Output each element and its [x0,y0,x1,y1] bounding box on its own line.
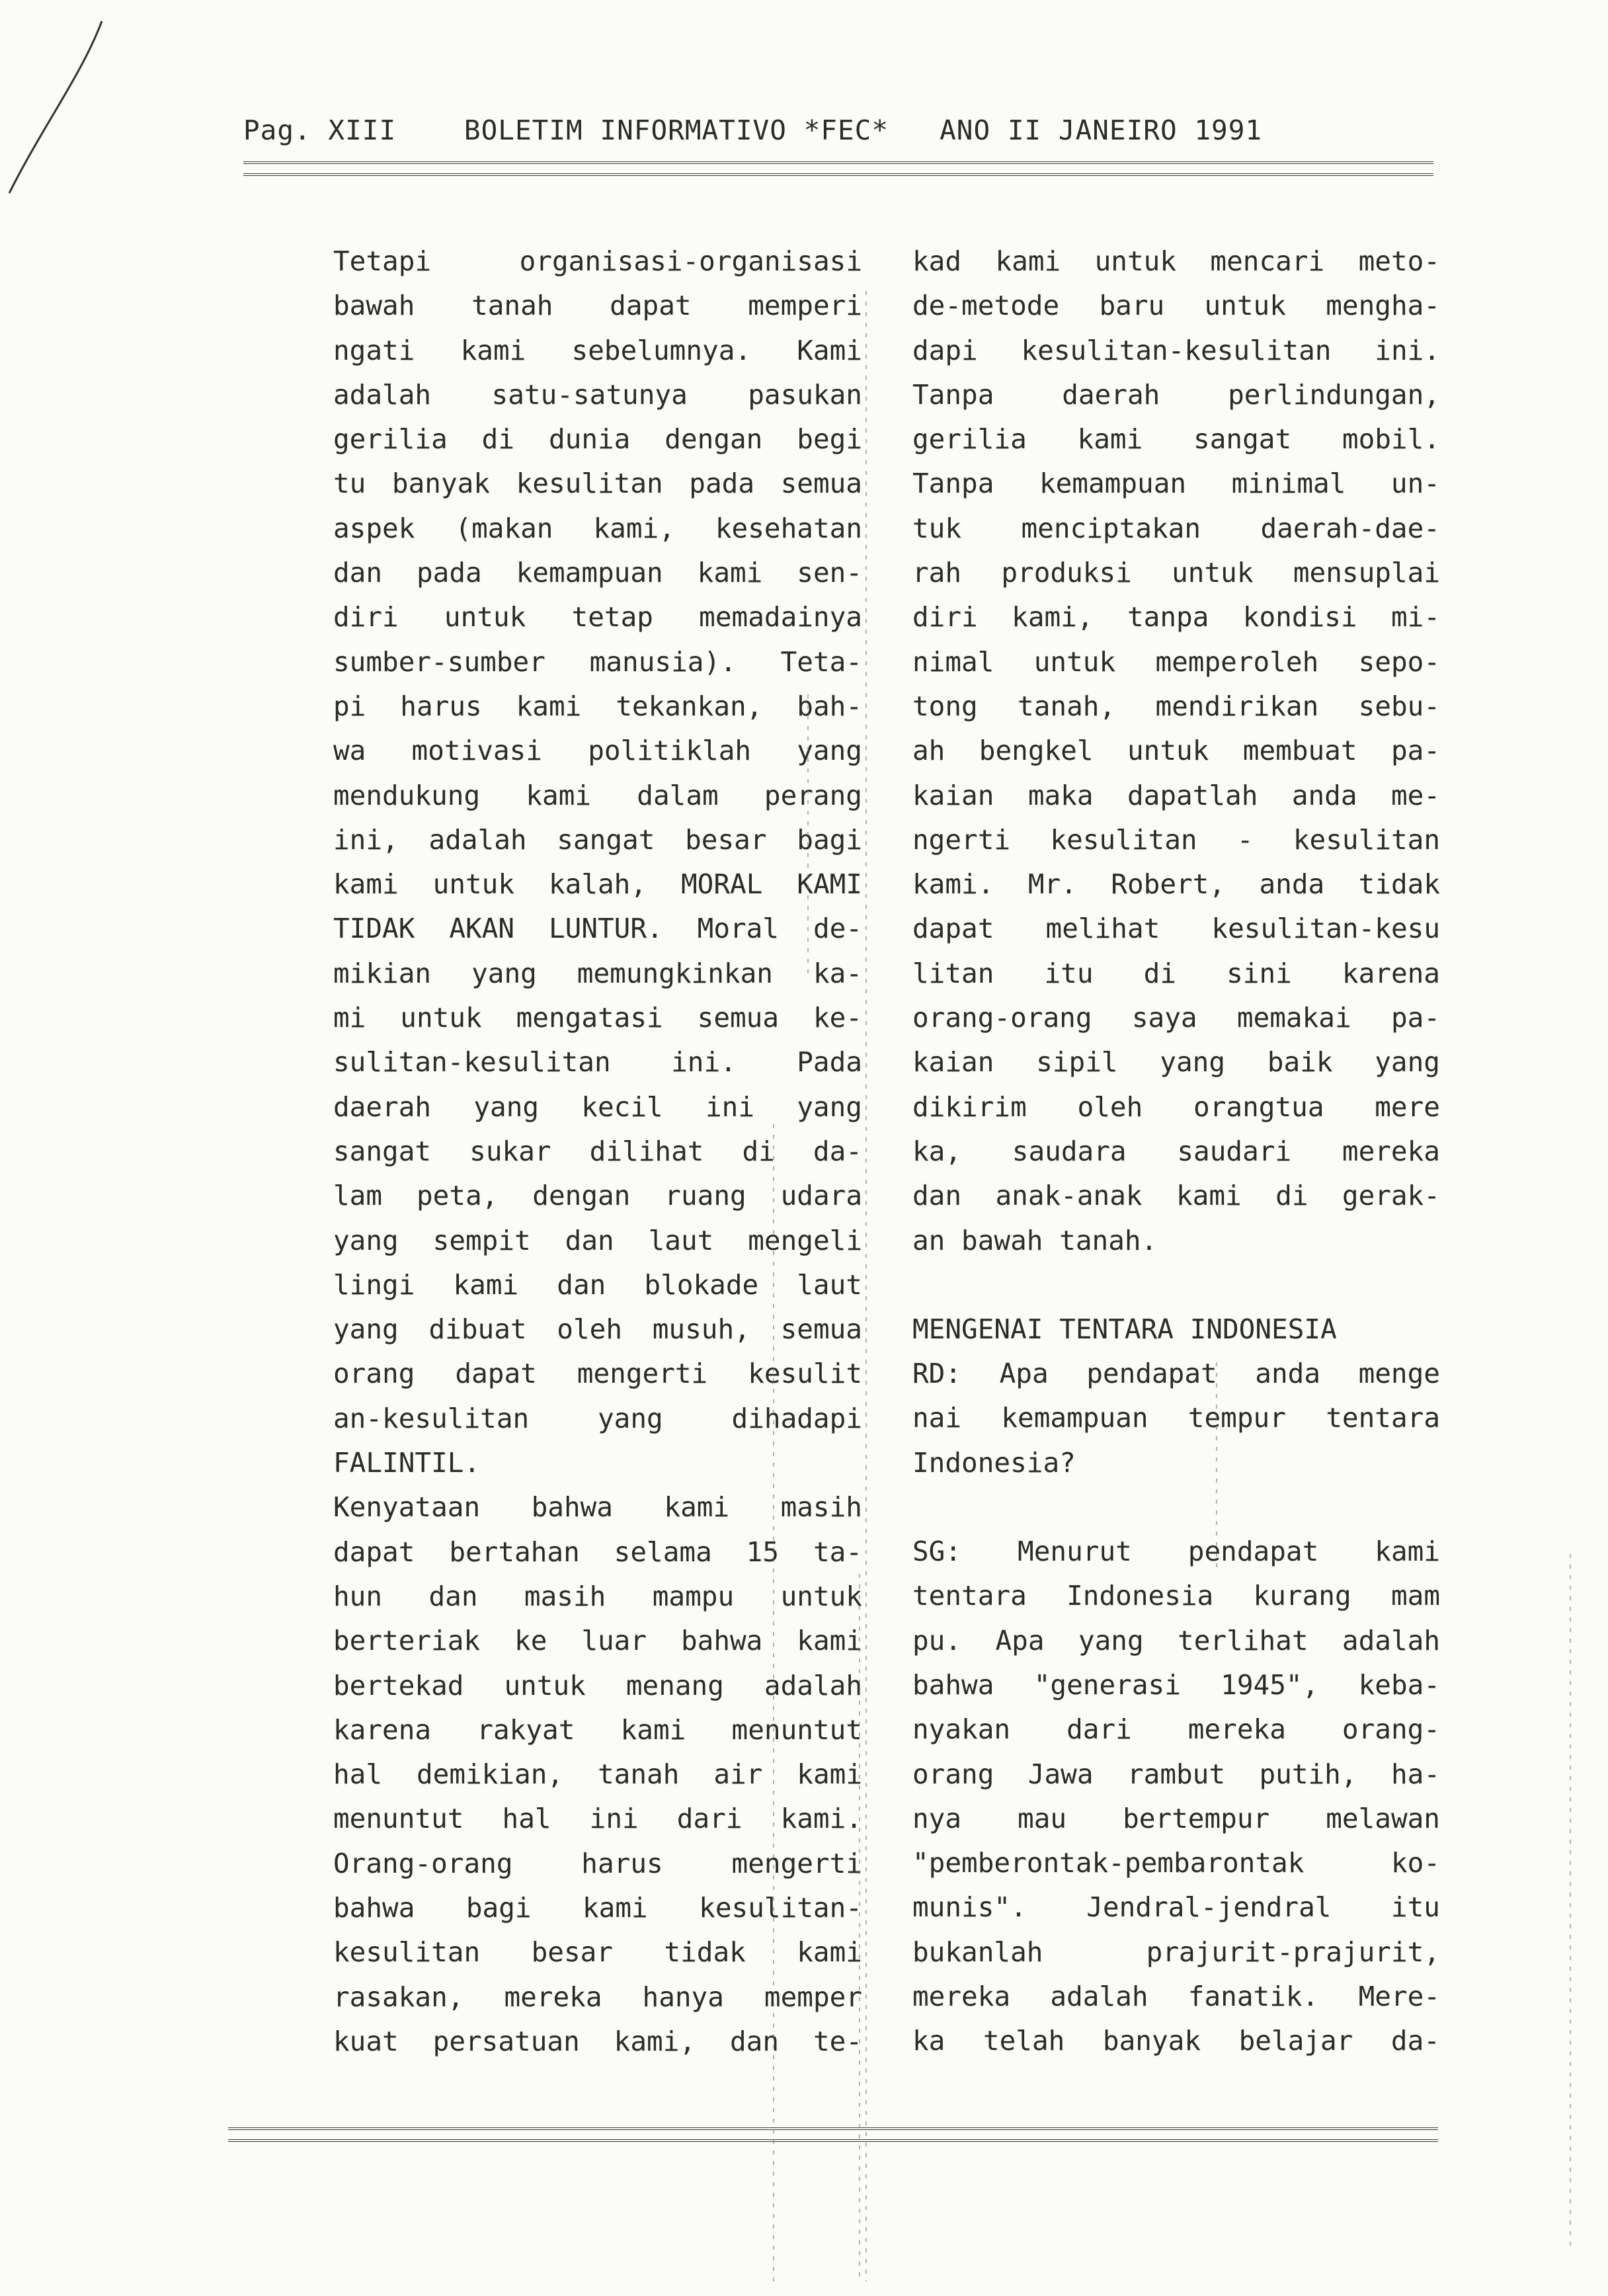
left-column-line: lingi kami dan blokade laut [333,1268,862,1301]
left-column [333,239,862,2064]
page-number: Pag. XIII [243,114,397,146]
right-column [912,239,1440,2064]
left-column-line: hun dan masih mampu untuk [333,1580,862,1612]
left-column-line: kuat persatuan kami, dan te- [333,2025,862,2057]
right-column-top-line: kad kami untuk mencari meto- [912,245,1440,277]
right-column-top-line: Tanpa kemampuan minimal un- [912,468,1440,500]
left-column-line: mi untuk mengatasi semua ke- [333,1002,862,1034]
right-column-top-line: dikirim oleh orangtua mere [912,1090,1440,1123]
left-column-line: menuntut hal ini dari kami. [333,1803,862,1835]
right-column-top-line: tuk menciptakan daerah-dae- [912,512,1440,544]
right-column-top-line: kaian sipil yang baik yang [912,1046,1440,1079]
left-column-line: hal demikian, tanah air kami [333,1758,862,1791]
answer-line: nya mau bertempur melawan [912,1802,1440,1834]
left-column-line: dapat bertahan selama 15 ta- [333,1536,862,1568]
left-column-line: yang sempit dan laut mengeli [333,1224,862,1256]
right-column-top-line: gerilia kami sangat mobil. [912,423,1440,456]
left-column-line: kesulitan besar tidak kami [333,1936,862,1969]
left-column-line: sulitan-kesulitan ini. Pada [333,1046,862,1079]
header-double-rule [243,161,1433,176]
left-column-line: sangat sukar dilihat di da- [333,1135,862,1167]
pen-slash-mark [3,15,115,200]
answer-line: SG: Menurut pendapat kami [912,1536,1440,1568]
left-column-line: pi harus kami tekankan, bah- [333,690,862,722]
right-column-top-line: orang-orang saya memakai pa- [912,1002,1440,1034]
right-column-top-line: ah bengkel untuk membuat pa- [912,735,1440,767]
publication-title: BOLETIM INFORMATIVO *FEC* [463,114,889,146]
right-column-top-line: dan anak-anak kami di gerak- [912,1180,1440,1212]
left-column-line: an-kesulitan yang dihadapi [333,1402,862,1434]
left-column-line: bertekad untuk menang adalah [333,1669,862,1702]
left-column-line: Orang-orang harus mengerti [333,1847,862,1879]
answer-line: ka telah banyak belajar da- [912,2025,1440,2057]
issue-info: ANO II JANEIRO 1991 [940,114,1263,146]
interview-question [912,1352,1440,1485]
left-column-line: sumber-sumber manusia). Teta- [333,645,862,678]
footer-double-rule [228,2127,1438,2142]
answer-line: nyakan dari mereka orang- [912,1713,1440,1746]
answer-line: bahwa "generasi 1945", keba- [912,1668,1440,1701]
right-column-top-line: dapat melihat kesulitan-kesu [912,913,1440,945]
right-column-top-line: ka, saudara saudari mereka [912,1135,1440,1167]
right-column-top-line: diri kami, tanpa kondisi mi- [912,601,1440,634]
left-column-line: daerah yang kecil ini yang [333,1090,862,1123]
left-column-line: lam peta, dengan ruang udara [333,1180,862,1212]
answer-line: pu. Apa yang terlihat adalah [912,1624,1440,1657]
left-column-line: yang dibuat oleh musuh, semua [333,1313,862,1346]
right-column-top-line: nimal untuk memperoleh sepo- [912,645,1440,678]
left-column-line: kami untuk kalah, MORAL KAMI [333,868,862,901]
right-column-top-line: Tanpa daerah perlindungan, [912,378,1440,411]
right-column-top-line: an bawah tanah. [912,1224,1158,1256]
left-column-line: orang dapat mengerti kesulit [333,1358,862,1390]
answer-line: tentara Indonesia kurang mam [912,1580,1440,1612]
left-column-line: gerilia di dunia dengan begi [333,423,862,456]
interview-answer [912,1530,1440,2064]
right-column-top-line: kaian maka dapatlah anda me- [912,779,1440,811]
answer-line: bukanlah prajurit-prajurit, [912,1936,1440,1968]
right-column-continuation [912,239,1440,1263]
left-column-line: berteriak ke luar bahwa kami [333,1625,862,1657]
left-column-line: diri untuk tetap memadainya [333,601,862,634]
question-line: Indonesia? [912,1446,1076,1479]
question-line: RD: Apa pendapat anda menge [912,1358,1440,1390]
right-column-top-line: kami. Mr. Robert, anda tidak [912,868,1440,901]
paragraph-gap [912,1485,1440,1530]
left-column-line: ngati kami sebelumnya. Kami [333,334,862,366]
left-column-line: bawah tanah dapat memperi [333,290,862,322]
left-column-line: mikian yang memungkinkan ka- [333,957,862,989]
answer-line: "pemberontak-pembarontak ko- [912,1847,1440,1879]
left-column-line: ini, adalah sangat besar bagi [333,823,862,856]
answer-line: orang Jawa rambut putih, ha- [912,1758,1440,1790]
right-column-top-line: dapi kesulitan-kesulitan ini. [912,334,1440,366]
left-column-line: TIDAK AKAN LUNTUR. Moral de- [333,913,862,945]
answer-line: mereka adalah fanatik. Mere- [912,1980,1440,2012]
left-column-line: dan pada kemampuan kami sen- [333,557,862,589]
section-title: MENGENAI TENTARA INDONESIA [912,1313,1337,1345]
left-column-line: rasakan, mereka hanya memper [333,1981,862,2013]
left-column-line: mendukung kami dalam perang [333,779,862,811]
left-column-line: FALINTIL. [333,1447,481,1479]
left-column-line: tu banyak kesulitan pada semua [333,468,862,500]
left-column-line: Kenyataan bahwa kami masih [333,1491,862,1524]
right-column-top-line: tong tanah, mendirikan sebu- [912,690,1440,722]
page-header [243,111,1433,149]
left-column-line: aspek (makan kami, kesehatan [333,512,862,544]
left-column-line: adalah satu-satunya pasukan [333,378,862,411]
right-column-top-line: litan itu di sini karena [912,957,1440,989]
right-column-top-line: rah produksi untuk mensuplai [912,557,1440,589]
right-column-top-line: ngerti kesulitan - kesulitan [912,823,1440,856]
left-column-line: bahwa bagi kami kesulitan- [333,1891,862,1924]
left-column-line: karena rakyat kami menuntut [333,1713,862,1746]
left-column-line: Tetapi organisasi-organisasi [333,245,862,277]
left-column-line: wa motivasi politiklah yang [333,735,862,767]
section-title-block [912,1307,1440,1352]
answer-line: munis". Jendral-jendral itu [912,1891,1440,1924]
right-column-top-line: de-metode baru untuk mengha- [912,290,1440,322]
question-line: nai kemampuan tempur tentara [912,1402,1440,1434]
